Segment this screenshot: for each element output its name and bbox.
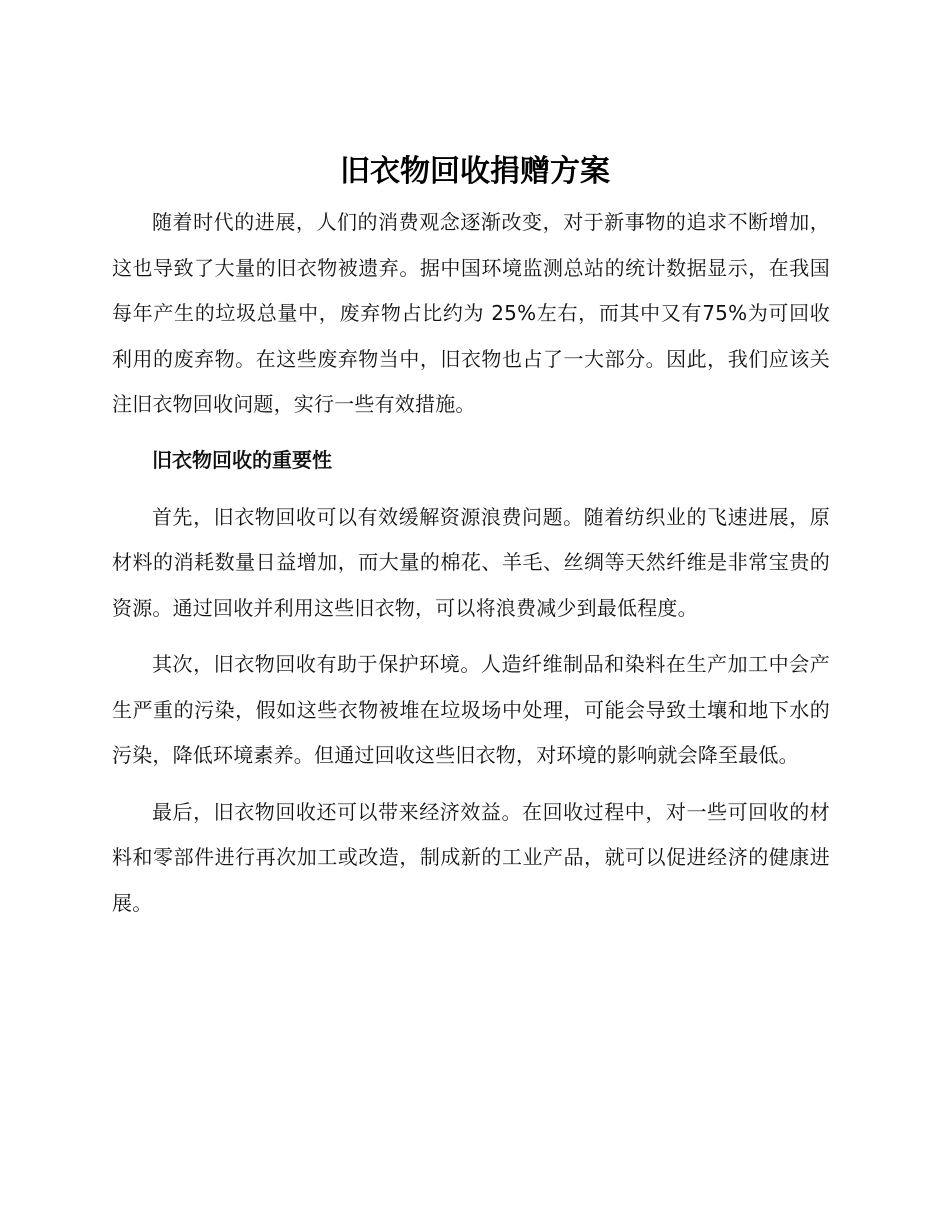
document-title: 旧衣物回收捐赠方案 xyxy=(340,154,610,189)
body-paragraph-first: 首先，旧衣物回收可以有效缓解资源浪费问题。随着纺织业的飞速进展，原材料的消耗数量日益增加，而大量的棉花、羊毛、丝绸等天然纤维是非常宝贵的资源。通过回收并利用这些旧衣物，可以将浪费减少到最低程度。 xyxy=(112,504,830,620)
body-paragraph-last: 最后，旧衣物回收还可以带来经济效益。在回收过程中，对一些可回收的材料和零部件进行再次加工或改造，制成新的工业产品，就可以促进经济的健康进展。 xyxy=(112,799,830,915)
section-heading: 旧衣物回收的重要性 xyxy=(152,447,332,472)
body-paragraph-second: 其次，旧衣物回收有助于保护环境。人造纤维制品和染料在生产加工中会产生严重的污染，假如这些衣物被堆在垃圾场中处理，可能会导致土壤和地下水的污染，降低环境素养。但通过回收这些旧衣物，对环境的影响就会降至最低。 xyxy=(112,652,830,767)
document-body xyxy=(112,200,830,926)
intro-paragraph: 随着时代的进展，人们的消费观念逐渐改变，对于新事物的追求不断增加，这也导致了大量的旧衣物被遗弃。据中国环境监测总站的统计数据显示，在我国每年产生的垃圾总量中，废弃物占比约为 25%左右，而其中又有75%为可回收利用的废弃物。在这些废弃物当中，旧衣物也占了一大部分。因此，我们应该关注旧衣物回收问题，实行一些有效措施。 xyxy=(112,210,830,416)
